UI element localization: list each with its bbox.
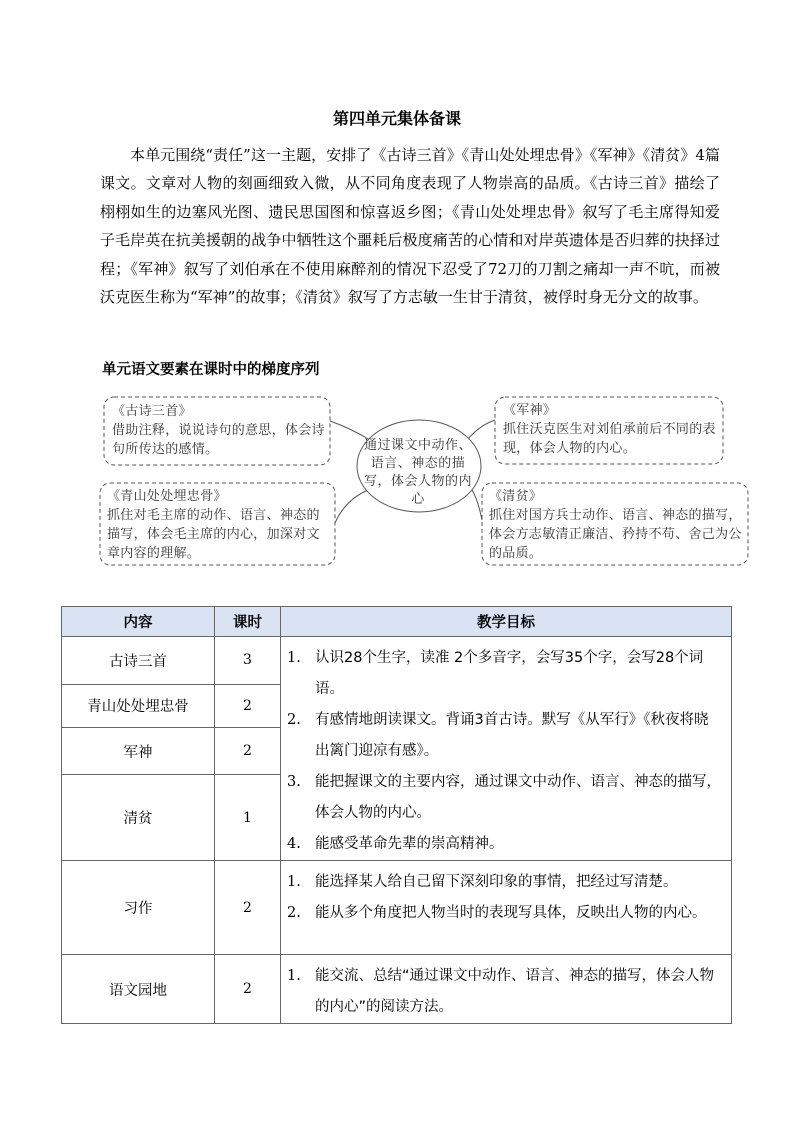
cell-content: 语文园地 (62, 955, 215, 1024)
goals-list (281, 861, 731, 929)
diagram-box-text: 借助注释，说说诗句的意思，体会诗句所传达的感情。 (112, 423, 325, 457)
diagram-box-junshen (503, 401, 721, 458)
diagram-box-title: 《清贫》 (489, 489, 543, 504)
item-text: 能把握课文的主要内容，通过课文中动作、语言、神态的描写，体会人物的内心。 (315, 774, 721, 821)
cell-goals-garden (281, 955, 732, 1024)
table-row (62, 861, 732, 955)
item-number: 1. (287, 650, 301, 666)
intro-paragraph: 本单元围绕“责任”这一主题，安排了《古诗三首》《青山处处埋忠骨》《军神》《清贫》4篇课文。文章对人物的刻画细致入微，从不同角度表现了人物崇高的品质。《古诗三首》描绘了栩栩如生的边塞风光图、遗民思国图和惊喜返乡图；《青山处处埋忠骨》叙写了毛主席得知爱子毛岸英在抗美援朝的战争中牺牲这个噩耗后极度痛苦的心情和对岸英遗体是否归葬的抉择过程；《军神》叙写了刘伯承在不使用麻醉剂的情况下忍受了72刀的刀割之痛却一声不吭，而被沃克医生称为“军神”的故事；《清贫》叙写了方志敏一生甘于清贫，被俘时身无分文的故事。 (100, 146, 720, 307)
list-item (281, 898, 721, 929)
table-row (62, 637, 732, 685)
list-item (281, 829, 721, 860)
diagram-box-text: 抓住对国方兵士动作、语言、神态的描写，体会方志敏清正廉洁、矜持不苟、舍己为公的品质。 (489, 508, 742, 561)
item-number: 4. (287, 836, 301, 852)
header-goals: 教学目标 (281, 607, 732, 637)
cell-content: 习作 (62, 861, 215, 955)
diagram-box-text: 抓住对毛主席的动作、语言、神态的描写，体会毛主席的内心，加深对文章内容的理解。 (107, 508, 320, 561)
table-header-row (62, 607, 732, 637)
cell-hours: 1 (215, 775, 281, 861)
item-text: 有感情地朗读课文。背诵3首古诗。默写《从军行》《秋夜将晓出篱门迎凉有感》。 (315, 712, 709, 759)
item-number: 2. (287, 712, 301, 728)
cell-hours: 2 (215, 861, 281, 955)
cell-goals-writing (281, 861, 732, 955)
item-number: 3. (287, 774, 301, 790)
list-item (281, 705, 721, 767)
lesson-table (61, 606, 732, 1024)
section-heading: 单元语文要素在课时中的梯度序列 (102, 362, 320, 378)
diagram-box-title: 《青山处处埋忠骨》 (107, 489, 227, 504)
goals-list (281, 955, 731, 1023)
list-item (281, 767, 721, 829)
diagram-center-text: 通过课文中动作、语言、神态的描写，体会人物的内心 (363, 438, 472, 507)
cell-goals-reading (281, 637, 732, 861)
item-text: 能感受革命先辈的崇高精神。 (315, 836, 504, 852)
cell-content: 古诗三首 (62, 637, 215, 685)
diagram-box-gushi (112, 402, 326, 459)
item-text: 能从多个角度把人物当时的表现写具体，反映出人物的内心。 (315, 905, 707, 921)
diagram-box-title: 《军神》 (503, 403, 557, 418)
item-number: 1. (287, 874, 301, 890)
table-row (62, 955, 732, 1024)
cell-content: 青山处处埋忠骨 (62, 684, 215, 727)
list-item (281, 643, 721, 705)
item-text: 能交流、总结“通过课文中动作、语言、神态的描写，体会人物的内心”的阅读方法。 (315, 968, 715, 1015)
diagram-box-text: 抓住沃克医生对刘伯承前后不同的表现，体会人物的内心。 (503, 422, 716, 456)
diagram-box-title: 《古诗三首》 (112, 404, 192, 419)
header-hours: 课时 (215, 607, 281, 637)
cell-content: 清贫 (62, 775, 215, 861)
diagram-box-qingshan (107, 487, 331, 563)
page-title: 第四单元集体备课 (332, 109, 461, 128)
item-text: 认识28个生字，读准 2个多音字，会写35个字，会写28个词语。 (315, 650, 704, 697)
cell-hours: 2 (215, 684, 281, 727)
list-item (281, 867, 721, 898)
diagram-box-qingpin (489, 487, 743, 563)
item-number: 2. (287, 905, 301, 921)
list-item (281, 961, 721, 1023)
item-text: 能选择某人给自己留下深刻印象的事情，把经过写清楚。 (315, 874, 678, 890)
cell-content: 军神 (62, 727, 215, 775)
cell-hours: 2 (215, 727, 281, 775)
goals-list (281, 637, 731, 860)
cell-hours: 3 (215, 637, 281, 685)
header-content: 内容 (62, 607, 215, 637)
item-number: 1. (287, 968, 301, 984)
cell-hours: 2 (215, 955, 281, 1024)
